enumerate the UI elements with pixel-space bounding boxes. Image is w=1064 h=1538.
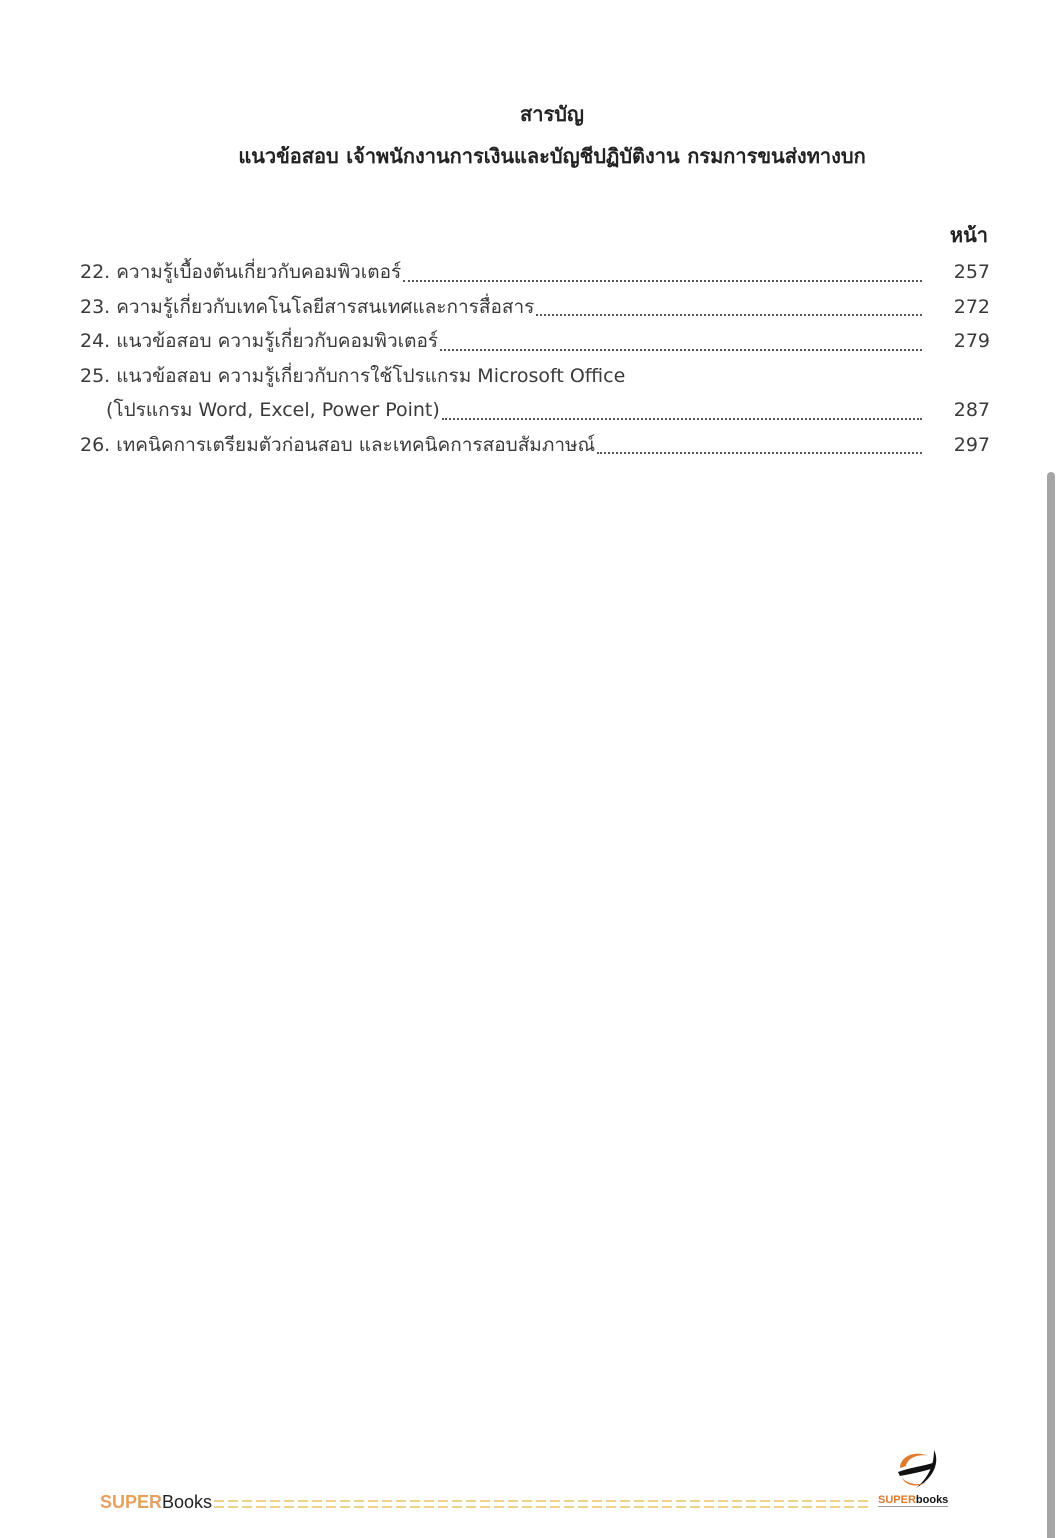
footer-brand-super: SUPER: [100, 1492, 163, 1512]
superbooks-logo: [876, 1448, 960, 1512]
toc-entry-page: 297: [953, 433, 990, 456]
toc-entry-number: 25.: [80, 364, 111, 387]
toc-entry-25[interactable]: [80, 361, 990, 396]
logo-books: books: [915, 1494, 949, 1506]
footer-brand-books: Books: [162, 1492, 213, 1512]
toc-entry-page: 257: [953, 261, 990, 283]
footer-double-dashed-rule: [214, 1500, 872, 1508]
toc-entry-label: ความรู้เกี่ยวกับเทคโนโลยีสารสนเทศและการสื่อสาร: [116, 295, 535, 318]
vertical-scrollbar-thumb[interactable]: [1047, 472, 1055, 1538]
toc-title: สารบัญ: [520, 104, 584, 126]
toc-entry-page: 287: [953, 399, 990, 421]
dot-leader: [403, 279, 922, 282]
toc-entry-label: แนวข้อสอบ ความรู้เกี่ยวกับการใช้โปรแกรม Microsoft Office: [116, 364, 626, 387]
toc-entry-page: 272: [953, 295, 990, 318]
dot-leader: [597, 451, 922, 454]
dot-leader: [536, 313, 922, 316]
toc-entry-24[interactable]: [80, 326, 990, 361]
toc-entry-page: 279: [953, 330, 990, 352]
toc-entry-label: แนวข้อสอบ ความรู้เกี่ยวกับคอมพิวเตอร์: [116, 330, 439, 352]
toc-entry-23[interactable]: [80, 292, 990, 327]
table-of-contents: [80, 257, 990, 464]
document-subtitle: แนวข้อสอบ เจ้าพนักงานการเงินและบัญชีปฏิบัติงาน กรมการขนส่งทางบก: [238, 146, 866, 168]
dot-leader: [442, 417, 922, 420]
toc-entry-label: (โปรแกรม Word, Excel, Power Point): [106, 399, 440, 421]
logo-super: SUPER: [878, 1494, 916, 1506]
toc-entry-22[interactable]: [80, 257, 990, 292]
toc-entry-number: 24.: [80, 330, 111, 352]
dot-leader: [440, 348, 922, 351]
footer-brand-text: [100, 1492, 212, 1513]
page-column-header: หน้า: [949, 225, 988, 247]
toc-entry-number: 26.: [80, 433, 111, 456]
superbooks-logo-text: [878, 1494, 948, 1507]
toc-entry-25-continued[interactable]: [80, 395, 990, 430]
toc-entry-number: 23.: [80, 295, 111, 318]
superbooks-swirl-logo-icon: [894, 1448, 940, 1490]
toc-entry-26[interactable]: [80, 430, 990, 465]
toc-entry-number: 22.: [80, 261, 111, 283]
toc-entry-label: ความรู้เบื้องต้นเกี่ยวกับคอมพิวเตอร์: [116, 261, 402, 283]
toc-entry-label: เทคนิคการเตรียมตัวก่อนสอบ และเทคนิคการสอบสัมภาษณ์: [116, 433, 596, 456]
